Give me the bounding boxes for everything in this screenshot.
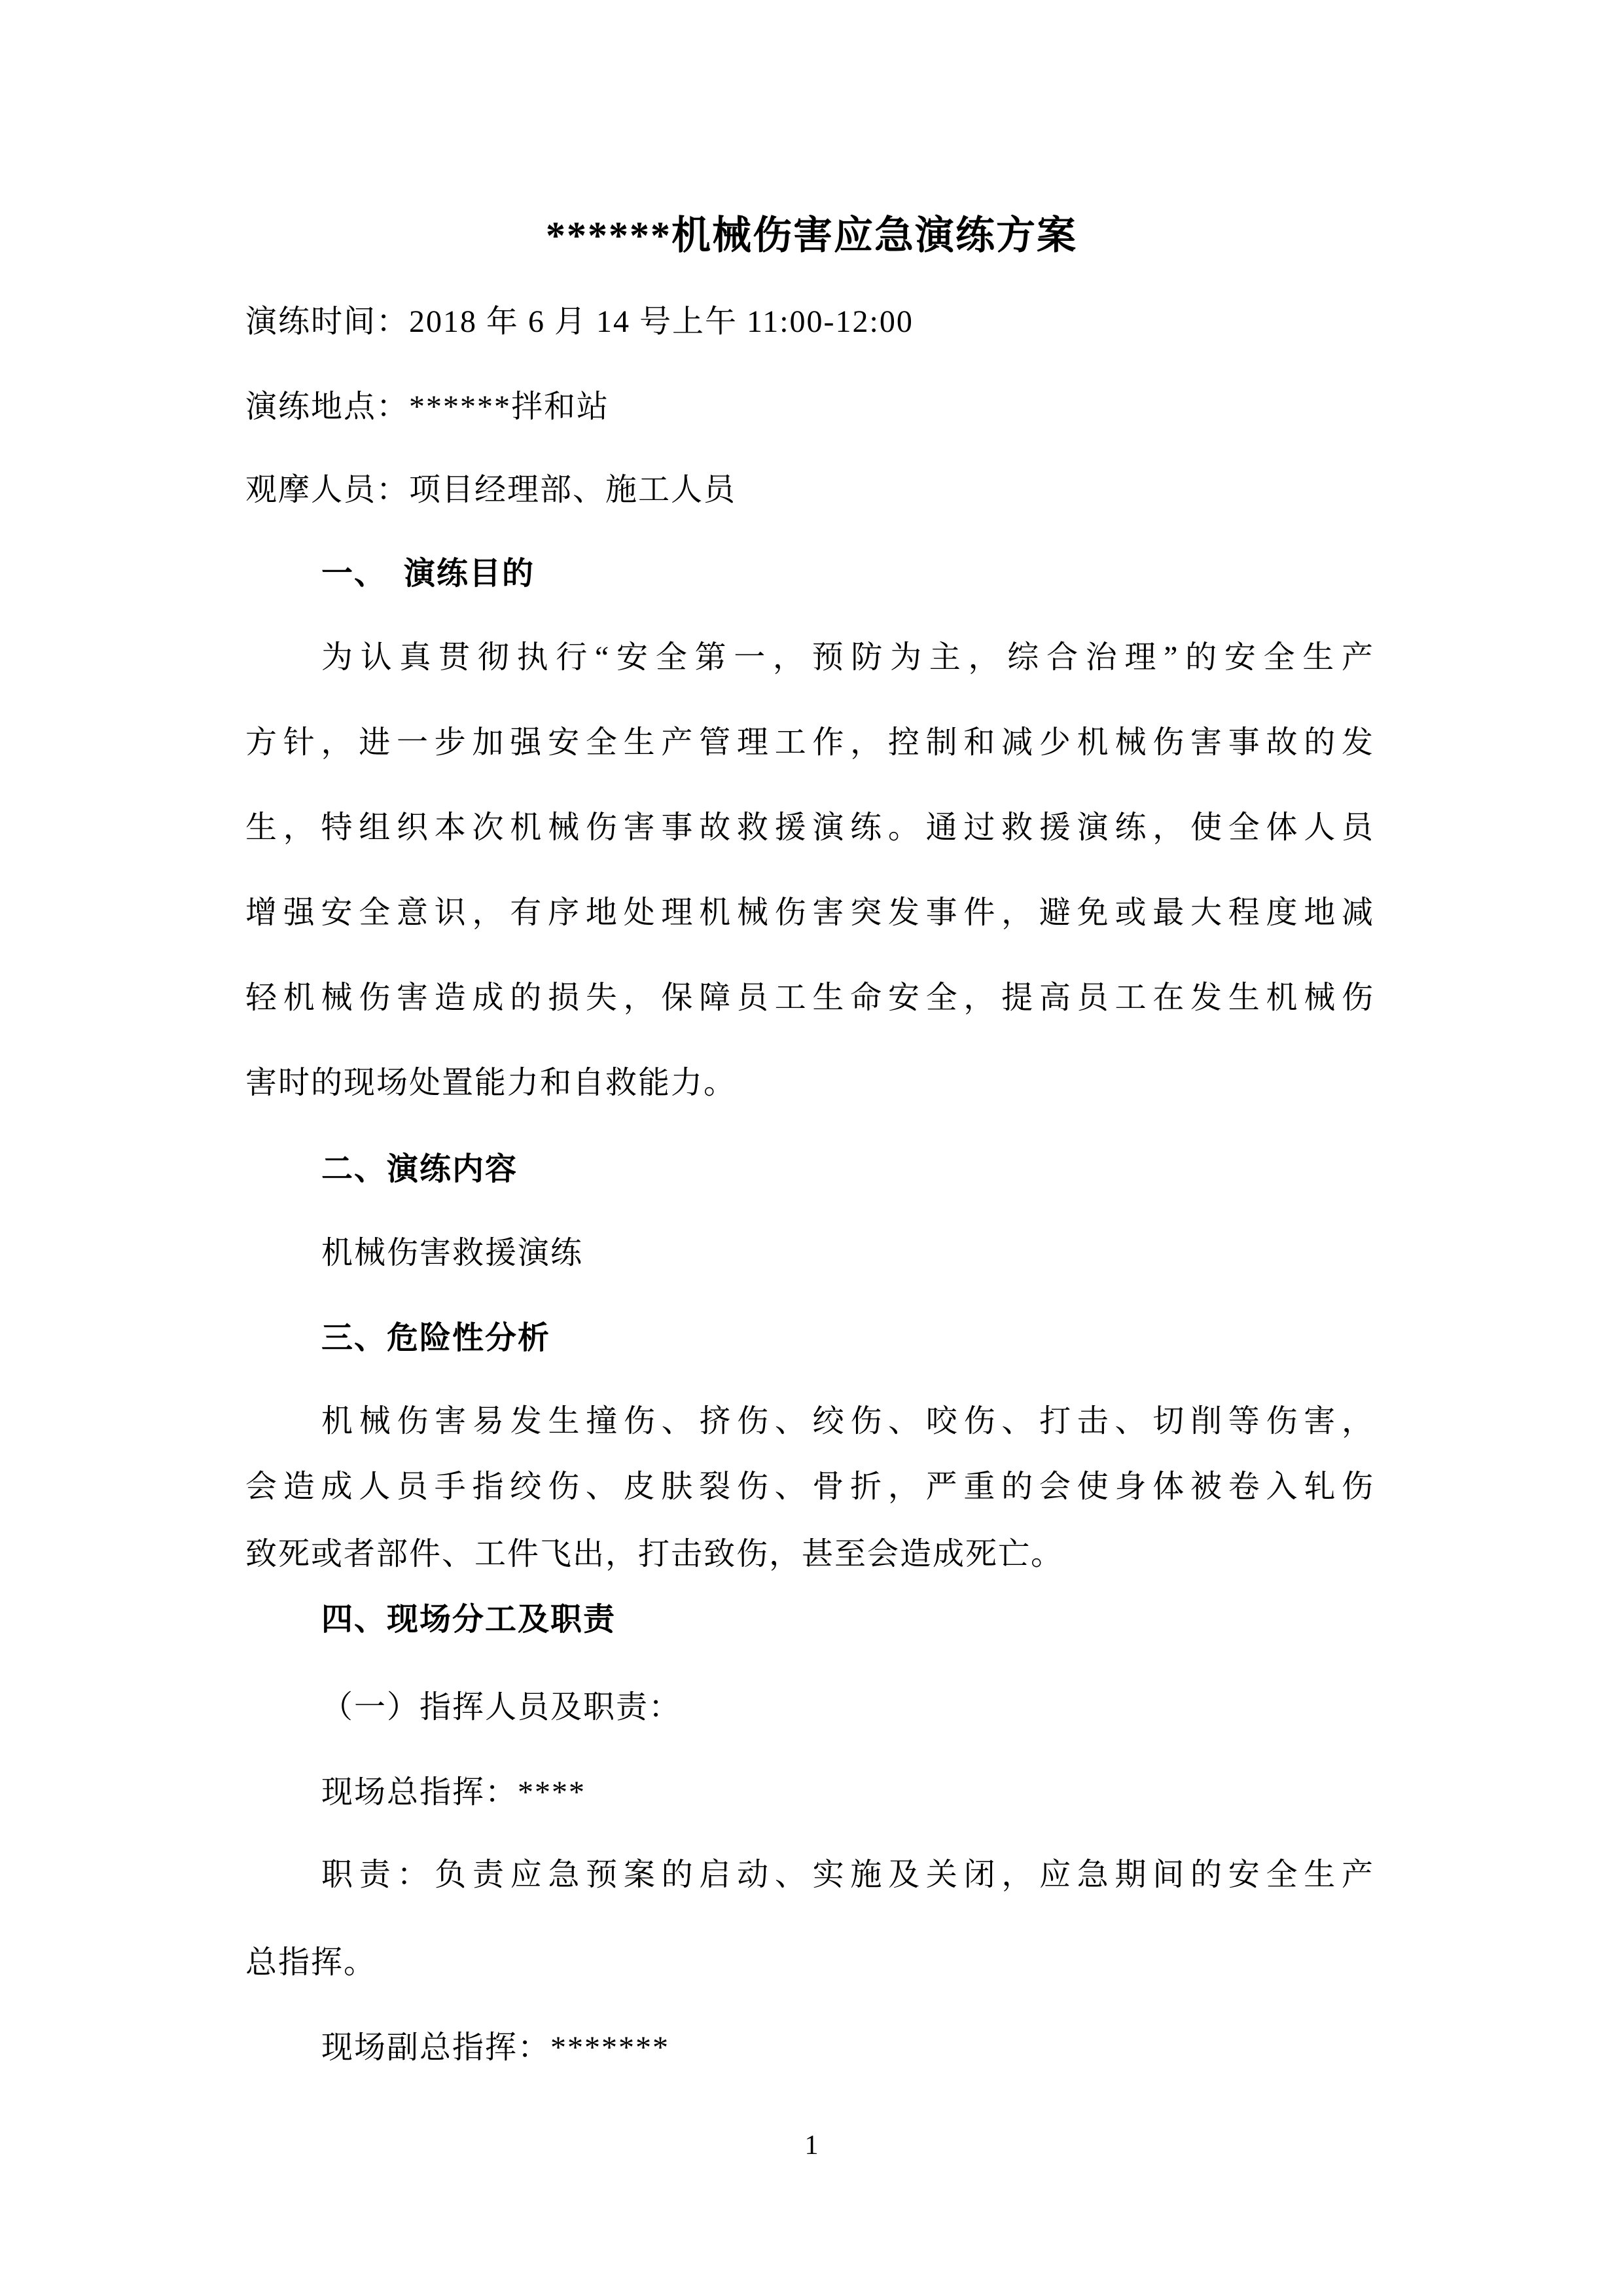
para-risk-line-1: 机械伤害易发生撞伤、挤伤、绞伤、咬伤、打击、切削等伤害，: [321, 1404, 1374, 1439]
line-drill-location: 演练地点：******拌和站: [245, 389, 610, 424]
para-purpose-line-5: 轻机械伤害造成的损失，保障员工生命安全，提高员工在发生机械伤: [245, 980, 1374, 1015]
para-duty-line-1: 职责：负责应急预案的启动、实施及关闭，应急期间的安全生产: [321, 1857, 1374, 1892]
para-risk-line-2: 会造成人员手指绞伤、皮肤裂伤、骨折，严重的会使身体被卷入轧伤: [245, 1469, 1374, 1504]
para-purpose-line-4: 增强安全意识，有序地处理机械伤害突发事件，避免或最大程度地减: [245, 895, 1374, 930]
page-number: 1: [804, 2130, 819, 2161]
para-purpose-line-2: 方针，进一步加强安全生产管理工作，控制和减少机械伤害事故的发: [245, 725, 1374, 760]
line-chief-commander: 现场总指挥：****: [321, 1775, 586, 1810]
para-purpose-line-3: 生，特组织本次机械伤害事故救援演练。通过救援演练，使全体人员: [245, 810, 1374, 845]
line-observers: 观摩人员：项目经理部、施工人员: [245, 473, 737, 507]
document-title: ******机械伤害应急演练方案: [546, 214, 1077, 257]
heading-risk-analysis: 三、危险性分析: [321, 1321, 551, 1355]
para-purpose-line-1: 为认真贯彻执行“安全第一，预防为主，综合治理”的安全生产: [321, 640, 1374, 675]
para-duty-line-2: 总指挥。: [245, 1945, 377, 1980]
line-drill-time: 演练时间：2018 年 6 月 14 号上午 11:00-12:00: [245, 304, 914, 339]
para-risk-line-3: 致死或者部件、工件飞出，打击致伤，甚至会造成死亡。: [245, 1537, 1064, 1571]
heading-site-division: 四、现场分工及职责: [321, 1602, 616, 1637]
para-purpose-line-6: 害时的现场处置能力和自救能力。: [245, 1066, 737, 1100]
line-deputy-chief-commander: 现场副总指挥：*******: [321, 2030, 670, 2065]
heading-drill-purpose: 一、 演练目的: [321, 556, 535, 591]
heading-drill-content: 二、演练内容: [321, 1152, 518, 1187]
line-drill-content-text: 机械伤害救援演练: [321, 1236, 584, 1270]
line-command-personnel: （一）指挥人员及职责：: [321, 1690, 682, 1725]
